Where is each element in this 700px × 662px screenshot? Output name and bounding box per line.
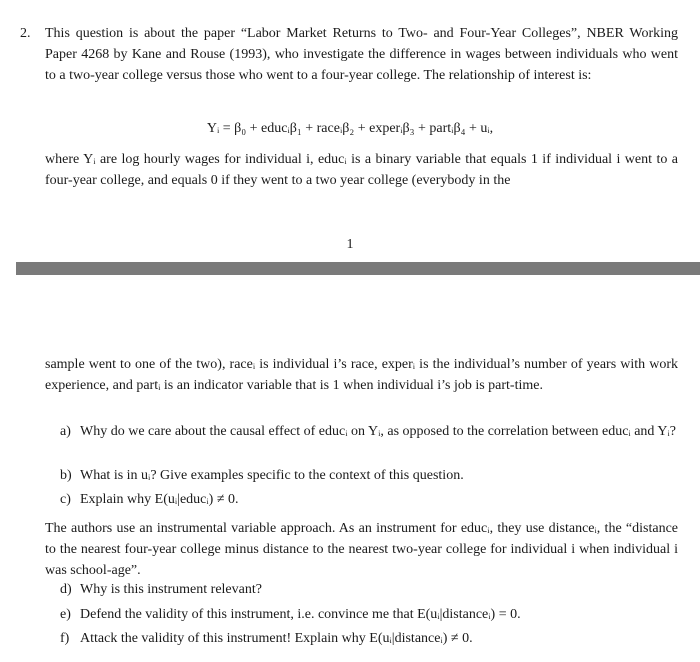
part-label: d) [60, 582, 72, 597]
part-label: c) [60, 492, 71, 507]
part-text: Why do we care about the causal effect of educᵢ on Yᵢ, as opposed to the correlation between educᵢ and Yᵢ? [80, 424, 677, 439]
part-b [60, 465, 678, 486]
part-e [60, 604, 678, 625]
part-label: f) [60, 631, 70, 646]
part-text: What is in uᵢ? Give examples specific to the context of this question. [80, 468, 464, 483]
part-label: a) [60, 424, 71, 439]
part-text: Why is this instrument relevant? [80, 582, 262, 597]
instrument-description: The authors use an instrumental variable approach. As an instrument for educᵢ, they use distanceᵢ, the “distance to the nearest four-year college minus distance to the nearest two-year college for individual i when individual i was school-age”. [45, 521, 678, 578]
part-d [60, 579, 678, 600]
page-2 [0, 276, 700, 662]
variable-definitions-continued: sample went to one of the two), raceᵢ is individual i’s race, experᵢ is the individual’s number of years with work experience, and partᵢ is an indicator variable that is 1 when individual i’s job is part-time. [45, 357, 678, 393]
question-intro: This question is about the paper “Labor Market Returns to Two- and Four-Year Colleges”, NBER Working Paper 4268 by Kane and Rouse (1993), who investigate the difference in wages between individuals who went to a two-year college versus those who went to a four-year college. The relationship of interest is: [45, 26, 678, 83]
part-text: Explain why E(uᵢ|educᵢ) ≠ 0. [80, 492, 239, 507]
page-number: 1 [346, 237, 354, 252]
part-text: Attack the validity of this instrument! Explain why E(uᵢ|distanceᵢ) ≠ 0. [80, 631, 473, 646]
part-label: e) [60, 607, 71, 622]
part-text: Defend the validity of this instrument, i.e. convince me that E(uᵢ|distanceᵢ) = 0. [80, 607, 521, 622]
part-label: b) [60, 468, 72, 483]
part-f [60, 628, 678, 649]
part-a [60, 421, 678, 442]
variable-definitions: where Yᵢ are log hourly wages for individual i, educᵢ is a binary variable that equals 1 if individual i went to a four-year college, and equals 0 if they went to a two year college (everybody in the [45, 152, 678, 188]
page-separator [16, 262, 700, 275]
regression-equation: Yᵢ = β₀ + educᵢβ₁ + raceᵢβ₂ + experᵢβ₃ + partᵢβ₄ + uᵢ, [206, 121, 494, 136]
part-c [60, 489, 678, 510]
page-1 [0, 0, 700, 262]
question-number: 2. [20, 26, 31, 41]
